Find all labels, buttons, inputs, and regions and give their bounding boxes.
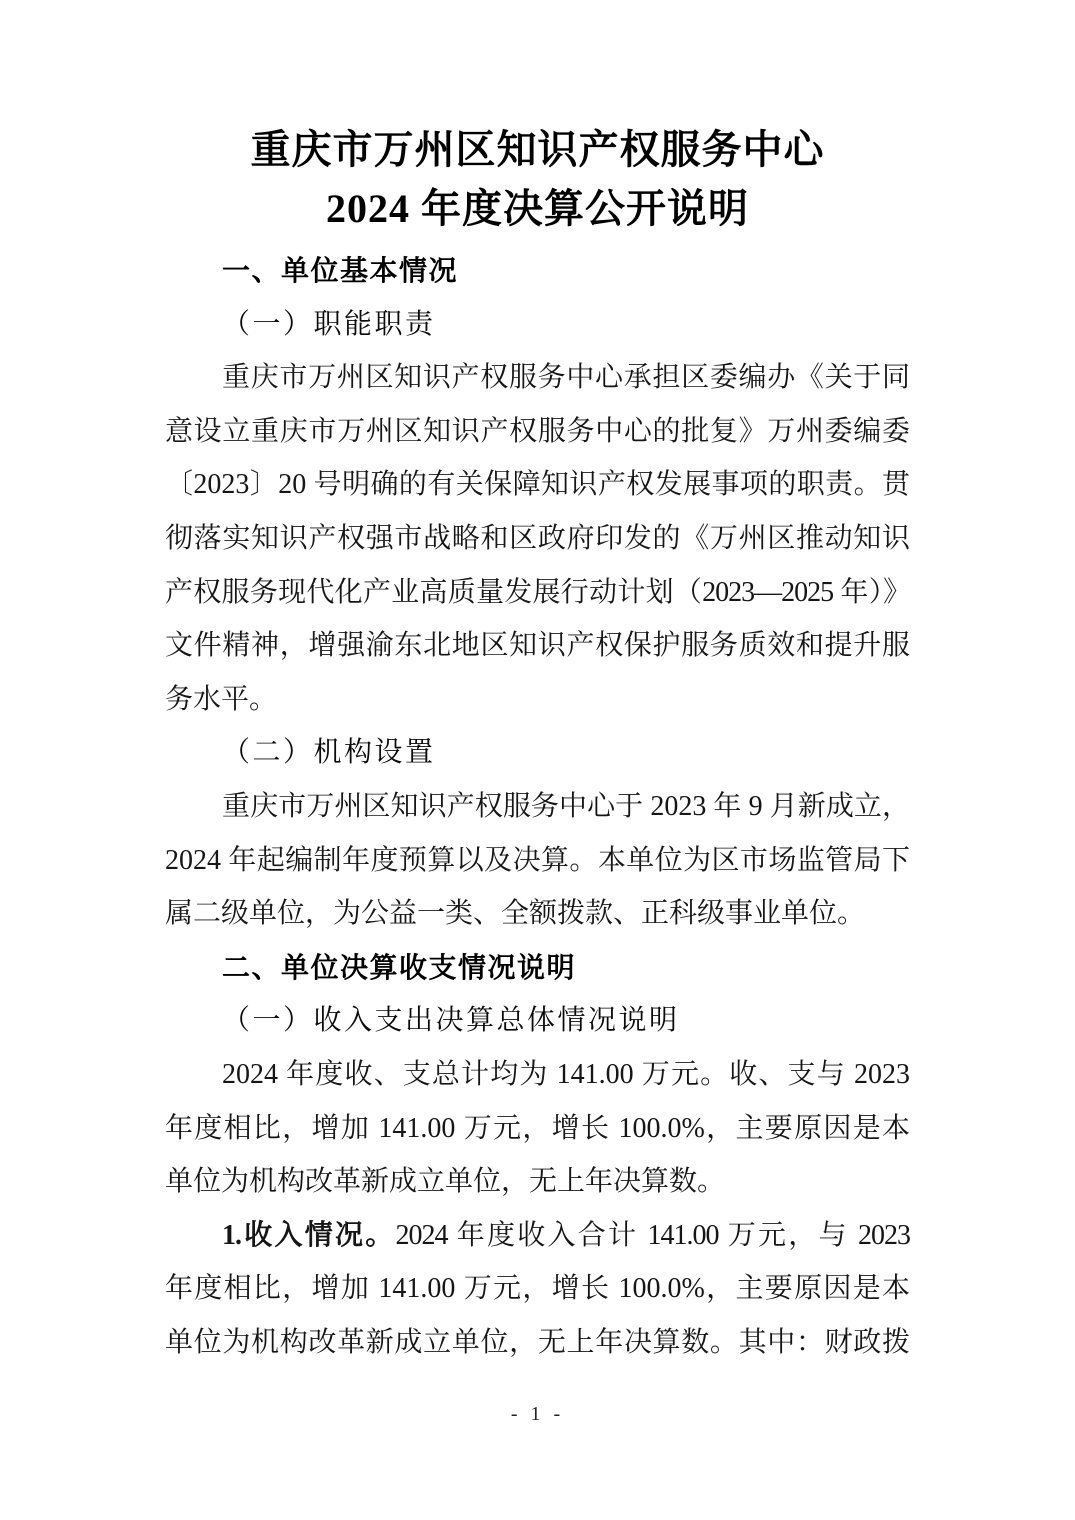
para1-line2: 意设立重庆市万州区知识产权服务中心的批复》万州委编委	[165, 415, 910, 447]
footer-page-number: - 1 -	[510, 1403, 565, 1425]
para4-line2: 年度相比，增加 141.00 万元，增长 100.0%，主要原因是本	[165, 1273, 910, 1305]
para4-line3: 单位为机构改革新成立单位，无上年决算数。其中：财政拨	[165, 1326, 910, 1358]
para2-line3: 属二级单位，为公益一类、全额拨款、正科级事业单位。	[165, 898, 866, 930]
document-title	[165, 120, 910, 238]
para4-line1-rest: 2024 年度收入合计 141.00 万元，与 2023	[395, 1219, 910, 1251]
para1-line1: 重庆市万州区知识产权服务中心承担区委编办《关于同	[222, 362, 910, 394]
document-title-line2: 2024 年度决算公开说明	[326, 186, 749, 231]
para3-line3: 单位为机构改革新成立单位，无上年决算数。	[165, 1166, 726, 1198]
para1-line5: 产权服务现代化产业高质量发展行动计划（2023—2025 年）》	[165, 576, 910, 608]
para3-line2: 年度相比，增加 141.00 万元，增长 100.0%，主要原因是本	[165, 1112, 910, 1144]
document-title-line1: 重庆市万州区知识产权服务中心	[250, 127, 825, 172]
para1-line4: 彻落实知识产权强市战略和区政府印发的《万州区推动知识	[165, 522, 910, 554]
heading-budget-statement: 二、单位决算收支情况说明	[222, 951, 577, 983]
para2-line2: 2024 年起编制年度预算以及决算。本单位为区市场监管局下	[165, 844, 910, 876]
para3-line1: 2024 年度收、支总计均为 141.00 万元。收、支与 2023	[222, 1058, 910, 1090]
document-body	[165, 244, 910, 1369]
para1-line7: 务水平。	[165, 683, 278, 715]
para4-bold-lead: 1.收入情况。	[222, 1219, 396, 1251]
subheading-duties: （一）职能职责	[222, 308, 436, 340]
subheading-overall-income-expense: （一）收入支出决算总体情况说明	[222, 1005, 680, 1037]
para1-line3: 〔2023〕20 号明确的有关保障知识产权发展事项的职责。贯	[165, 469, 910, 501]
para1-line6: 文件精神，增强渝东北地区知识产权保护服务质效和提升服	[165, 630, 910, 662]
para4-line1	[165, 1209, 910, 1263]
para2-line1: 重庆市万州区知识产权服务中心于 2023 年 9 月新成立，	[222, 790, 910, 822]
heading-unit-basic-info: 一、单位基本情况	[222, 255, 459, 286]
subheading-org-structure: （二）机构设置	[222, 737, 436, 769]
